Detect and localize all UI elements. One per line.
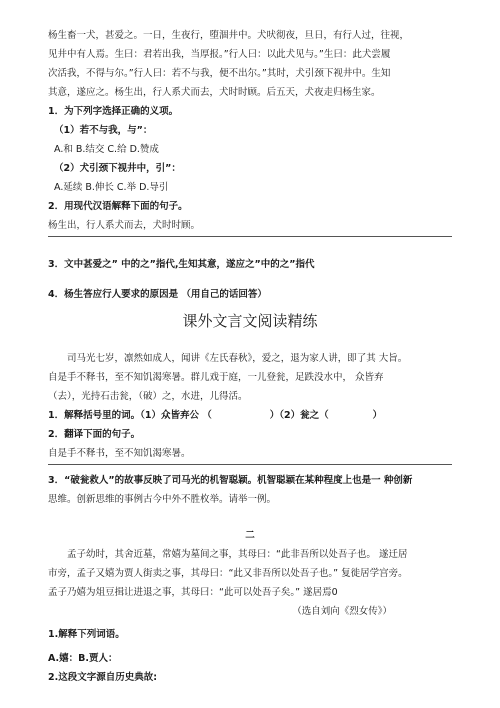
document-page	[48, 26, 452, 687]
passage-2-question-3-line: 思维。创新思维的事例古今中外不胜枚举。请举一例。	[48, 494, 277, 505]
passage-3-question-2-stem: 2.这段文字源自历史典故:	[48, 672, 158, 683]
passage-2-question-1-middle: ）（2）瓮之（	[269, 410, 329, 421]
passage-3-line: 市旁，孟子又嬉为贾人街卖之事，其母曰：“此又非吾所以处吾子也。” 复徙居学宫旁。	[48, 568, 408, 579]
passage-3-line: 孟子乃嬉为俎豆揖让进退之事，其母曰：“此可以处吾子矣。” 遂居焉0	[48, 587, 338, 598]
passage-3-source: （选自刘向《烈女传》）	[292, 606, 392, 617]
passage-2-question-2-sentence: 自是手不释书，至不知饥渴寒暑。	[48, 448, 191, 459]
passage-3-question-1-items: A.嬉：B.贾人：	[48, 653, 118, 664]
passage-1-line: 次活我，不得与尔。”行人曰：若不与我，便不出尔。”其时，犬引颈下视井中。生知	[48, 68, 391, 79]
passage-2-question-1	[48, 406, 452, 425]
section-title: 课外文言文阅读精练	[182, 312, 318, 330]
passage-1	[48, 26, 452, 102]
passage-2-line: 自是手不释书，至不知饥渴寒暑。群儿戏于庭，一儿登瓮，足跌没水中， 众皆弃	[48, 372, 384, 383]
passage-2-line: 司马光七岁，凛然如成人，闻讲《左氏春秋》，爱之，退为家人讲，即了其 大旨。	[67, 353, 408, 364]
passage-1-line: 杨生畜一犬，甚爱之。一日，生夜行，堕涸井中。犬吠彻夜，旦日，有行人过，往视，	[48, 30, 410, 41]
question-4: 4．杨生答应行人要求的原因是 （用自己的话回答）	[48, 289, 267, 300]
section-2-number: 二	[245, 530, 255, 541]
question-1-stem: 1．为下列字选择正确的义项。	[48, 106, 179, 117]
passage-2-question-2-stem: 2．翻译下面的句子。	[48, 429, 141, 440]
passage-2-question-1-prefix: 1．解释括号里的词。（1）众皆弃公 （	[48, 410, 212, 421]
question-2-stem: 2．用现代汉语解释下面的句子。	[48, 201, 188, 212]
question-2-sentence: 杨生出，行人系犬而去，犬时时顾。	[48, 220, 201, 231]
passage-3-question-1-stem: 1.解释下列词语。	[48, 629, 125, 640]
question-3: 3．文中甚爱之” 中的之”指代,生知其意，遂应之”中的之”指代	[48, 259, 315, 270]
passage-2-question-3-line: 3．“破瓮救人”的故事反映了司马光的机智聪颖。机智聪颖在某种程度上也是一 种创新	[48, 475, 413, 486]
passage-2	[48, 349, 452, 406]
passage-3-line: 孟子幼时，其舍近墓，常嬉为墓间之事，其母曰：“此非吾所以处吾子也。 遂迁居	[67, 549, 408, 560]
passage-2-line: （去），光持石击瓮，（破）之，水进，儿得活。	[48, 391, 248, 402]
question-1-sub-1: （1）若不与我，与”：	[54, 125, 153, 136]
passage-3	[48, 545, 452, 621]
passage-2-question-1-suffix: ）	[372, 410, 383, 421]
question-1-sub-2: （2）犬引颈下视井中，引”：	[54, 163, 181, 174]
passage-1-line: 见井中有人焉。生曰：君若出我，当厚报。”行人曰：以此犬见与。”生曰：此犬尝履	[48, 49, 391, 60]
passage-1-line: 其意，遂应之。杨生出，行人系犬而去，犬时时顾。后五天，犬夜走归杨生家。	[48, 87, 381, 98]
question-1-sub-1-options: A.和 B.结交 C.给 D.赞成	[54, 144, 159, 155]
question-1-sub-2-options: A.延续 B.伸长 C.举 D.导引	[54, 182, 169, 193]
